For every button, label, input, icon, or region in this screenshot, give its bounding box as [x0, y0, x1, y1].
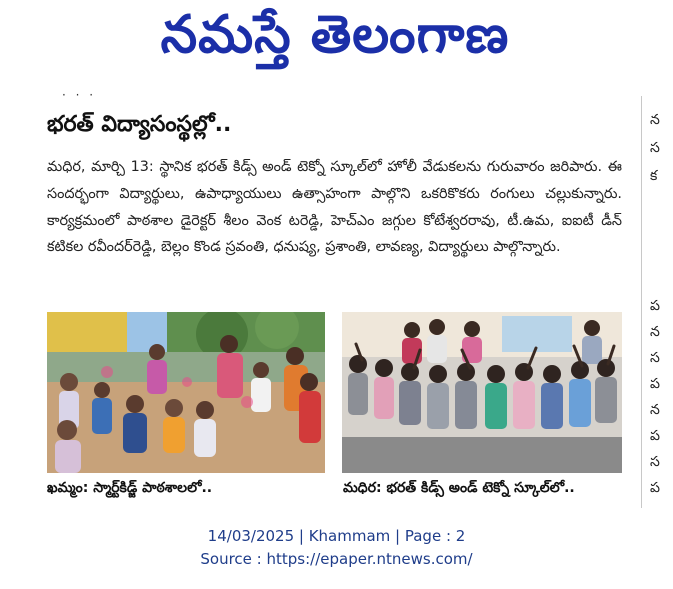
side-fragment: ప	[650, 298, 660, 314]
side-fragment: ప	[650, 376, 660, 392]
side-fragment: క	[650, 168, 658, 184]
side-fragment: న	[650, 402, 660, 418]
holi-outdoor-photo	[47, 312, 325, 473]
holi-classroom-photo	[342, 312, 622, 473]
side-fragment: న	[650, 112, 660, 128]
article-body: మధిర, మార్చి 13: స్థానిక భరత్ కిడ్స్ అండ్ టెక్నో స్కూల్‌లో హోలీ వేడుకలను గురువారం జరిపారు. ఈ సందర్భంగా విద్యార్థులు, ఉపాధ్యాయులు ఉత్సాహంగా పాల్గొని ఒకరికొకరు రంగులు చల్లుకున్నారు. కార్యక్రమంలో పాఠశాల డైరెక్టర్ శీలం వెంక టరెడ్డి, హెచ్‌ఎం జగ్గుల కోటేశ్వరరావు, టీ.ఉమ, ఐఐటీ డీన్ కటికల రవీందర్‌రెడ్డి, బెల్లం కొండ స్రవంతి, ధనుష్య, ప్రశాంతి, లావణ్య, విద్యార్థులు పాల్గొన్నారు.	[47, 159, 622, 256]
photo-caption-right: మధిర: భరత్ కిడ్స్ అండ్ టెక్నో స్కూల్‌లో..	[343, 480, 575, 496]
photo-illustration	[342, 312, 622, 473]
side-fragment: స	[650, 454, 660, 470]
side-fragment: స	[650, 350, 660, 366]
side-fragment: న	[650, 324, 660, 340]
footer-source-link[interactable]: Source : https://epaper.ntnews.com/	[200, 550, 473, 568]
newspaper-masthead: నమస్తే తెలంగాణ	[160, 4, 510, 65]
column-divider	[641, 96, 642, 508]
photo-illustration	[47, 312, 325, 473]
photo-caption-left: ఖమ్మం: స్మార్ట్‌కిడ్జ్ పాఠశాలలో..	[47, 480, 213, 496]
cropped-text-fragment: · · ·	[62, 88, 97, 102]
side-fragment: ప	[650, 480, 660, 496]
article-headline: భరత్ విద్యాసంస్థల్లో..	[47, 112, 232, 137]
side-fragment: ప	[650, 428, 660, 444]
footer-date-page: 14/03/2025 | Khammam | Page : 2	[207, 527, 466, 545]
side-fragment: స	[650, 140, 660, 156]
